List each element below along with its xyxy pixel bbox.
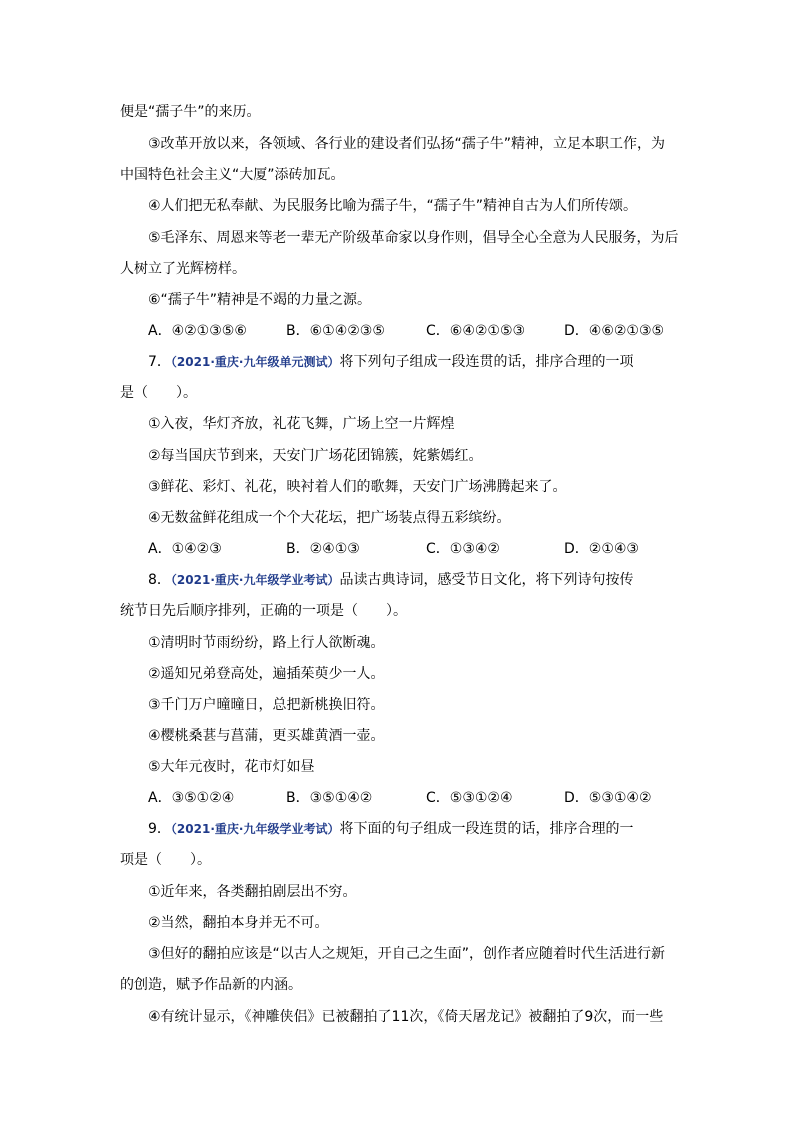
q7-option-b: B．②④①③ — [286, 541, 360, 557]
q7-option-a: A．①④②③ — [148, 541, 222, 557]
q9-item-continued: 的创造，赋予作品新的内涵。 — [120, 977, 302, 993]
question-number: 7． — [148, 354, 171, 370]
q9-item: ①近年来，各类翻拍剧层出不穷。 — [148, 884, 357, 900]
text-line: 中国特色社会主义“大厦”添砖加瓦。 — [120, 167, 345, 183]
q6-option-a: A．④②①③⑤⑥ — [148, 323, 247, 339]
q8-options — [148, 788, 680, 808]
question-number: 9． — [148, 821, 171, 837]
q7-options — [148, 539, 680, 559]
q7-item: ③鲜花、彩灯、礼花，映衬着人们的歌舞，天安门广场沸腾起来了。 — [148, 479, 567, 495]
question-stem: 品读古典诗词，感受节日文化，将下列诗句按传 — [339, 572, 634, 588]
question-stem: 将下列句子组成一段连贯的话，排序合理的一项 — [339, 354, 634, 370]
question-stem-continued: 统节日先后顺序排列，正确的一项是（ ）。 — [120, 603, 407, 619]
q7-option-c: C．①③④② — [426, 541, 500, 557]
question-stem-continued: 项是（ ）。 — [120, 852, 211, 868]
q8-stem — [148, 570, 680, 590]
q8-option-c: C．⑤③①②④ — [426, 790, 513, 806]
q9-stem — [148, 819, 680, 839]
question-number: 8． — [148, 572, 171, 588]
q9-item: ③但好的翻拍应该是“以古人之规矩，开自己之生面”，创作者应随着时代生活进行新 — [148, 946, 666, 962]
q6-options — [148, 321, 680, 341]
q6-option-c: C．⑥④②①⑤③ — [426, 323, 526, 339]
q8-option-d: D．⑤③①④② — [564, 790, 652, 806]
q8-option-a: A．③⑤①②④ — [148, 790, 235, 806]
question-stem-continued: 是（ ）。 — [120, 385, 197, 401]
text-line: ⑥“孺子牛”精神是不竭的力量之源。 — [148, 292, 372, 308]
q9-item: ②当然，翻拍本身并无不可。 — [148, 915, 329, 931]
q6-option-d: D．④⑥②①③⑤ — [564, 323, 665, 339]
q9-item: ④有统计显示，《神雕侠侣》已被翻拍了11次，《倚天屠龙记》被翻拍了9次，而一些 — [148, 1009, 664, 1025]
source-tag: （2021·重庆·九年级学业考试） — [170, 573, 340, 587]
q7-item: ①入夜，华灯齐放，礼花飞舞，广场上空一片辉煌 — [148, 416, 455, 432]
text-line: ⑤毛泽东、周恩来等老一辈无产阶级革命家以身作则，倡导全心全意为人民服务，为后 — [148, 230, 679, 246]
q8-option-b: B．③⑤①④② — [286, 790, 373, 806]
q7-item: ④无数盆鲜花组成一个个大花坛，把广场装点得五彩缤纷。 — [148, 510, 511, 526]
text-line: ③改革开放以来，各领域、各行业的建设者们弘扬“孺子牛”精神，立足本职工作，为 — [148, 136, 666, 152]
q6-option-b: B．⑥①④②③⑤ — [286, 323, 385, 339]
q8-item: ①清明时节雨纷纷，路上行人欲断魂。 — [148, 635, 385, 651]
text-line: 人树立了光辉榜样。 — [120, 261, 246, 277]
q8-item: ②遥知兄弟登高处，遍插茱萸少一人。 — [148, 666, 385, 682]
source-tag: （2021·重庆·九年级学业考试） — [170, 822, 340, 836]
text-line: 便是“孺子牛”的来历。 — [120, 104, 261, 120]
q8-item: ④樱桃桑葚与菖蒲，更买雄黄酒一壶。 — [148, 728, 385, 744]
q8-item: ③千门万户曈曈日，总把新桃换旧符。 — [148, 697, 385, 713]
q7-item: ②每当国庆节到来，天安门广场花团锦簇，姹紫嫣红。 — [148, 448, 483, 464]
q8-item: ⑤大年元夜时，花市灯如昼 — [148, 759, 315, 775]
q7-option-d: D．②①④③ — [564, 541, 639, 557]
q7-stem — [148, 352, 680, 372]
text-line: ④人们把无私奉献、为民服务比喻为孺子牛，“孺子牛”精神自古为人们所传颂。 — [148, 198, 638, 214]
question-stem: 将下面的句子组成一段连贯的话，排序合理的一 — [339, 821, 634, 837]
source-tag: （2021·重庆·九年级单元测试） — [170, 355, 340, 369]
